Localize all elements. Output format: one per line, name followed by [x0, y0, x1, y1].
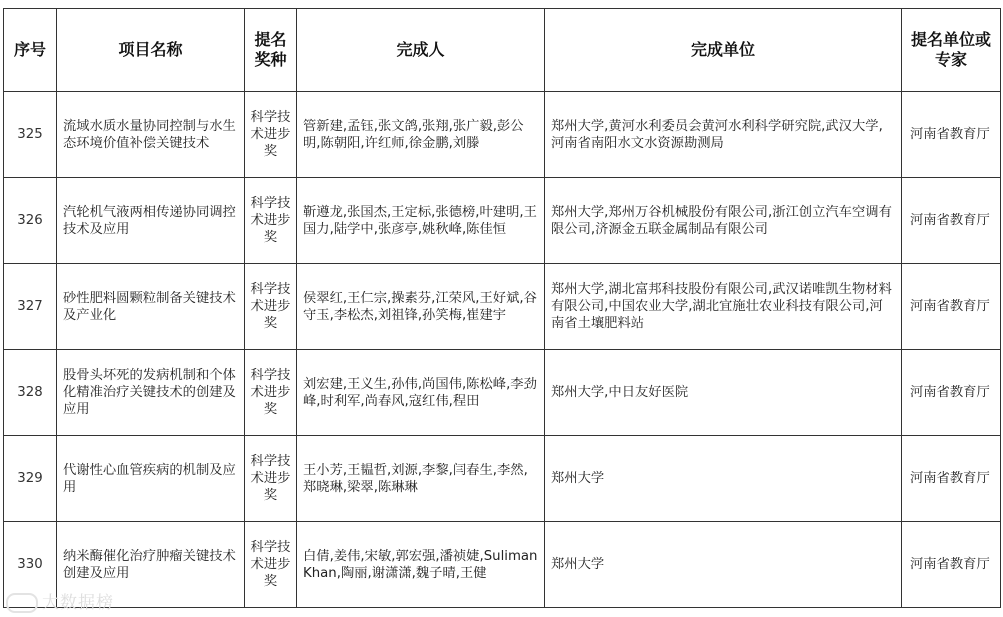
completing-units: 郑州大学,郑州万谷机械股份有限公司,浙江创立汽车空调有限公司,济源金五联金属制品有限公司: [545, 178, 902, 264]
award-table: [3, 8, 1001, 608]
nominator: 河南省教育厅: [902, 178, 1001, 264]
project-name: 砂性肥料圆颗粒制备关键技术及产业化: [57, 264, 245, 350]
completing-units: 郑州大学,湖北富邦科技股份有限公司,武汉诺唯凯生物材料有限公司,中国农业大学,湖北宜施壮农业科技有限公司,河南省土壤肥料站: [545, 264, 902, 350]
nominator: 河南省教育厅: [902, 350, 1001, 436]
table-row: [4, 178, 1001, 264]
completing-units: 郑州大学,黄河水利委员会黄河水利科学研究院,武汉大学,河南省南阳水文水资源勘测局: [545, 92, 902, 178]
row-number: 325: [4, 92, 57, 178]
completers: 侯翠红,王仁宗,操素芬,江荣风,王好斌,谷守玉,李松杰,刘祖锋,孙笑梅,崔建宇: [297, 264, 545, 350]
nominator: 河南省教育厅: [902, 522, 1001, 608]
header-project-name: 项目名称: [57, 9, 245, 92]
row-number: 328: [4, 350, 57, 436]
header-award: 提名奖种: [245, 9, 297, 92]
table-row: [4, 436, 1001, 522]
project-name: 流域水质水量协同控制与水生态环境价值补偿关键技术: [57, 92, 245, 178]
award-type: 科学技术进步奖: [245, 178, 297, 264]
completers: 刘宏建,王义生,孙伟,尚国伟,陈松峰,李劲峰,时利军,尚春风,寇红伟,程田: [297, 350, 545, 436]
nominator: 河南省教育厅: [902, 436, 1001, 522]
table-header-row: [4, 9, 1001, 92]
completers: 王小芳,王韫哲,刘源,李黎,闫春生,李然,郑晓琳,梁翠,陈琳琳: [297, 436, 545, 522]
completers: 管新建,孟钰,张文鸽,张翔,张广毅,彭公明,陈朝阳,许红师,徐金鹏,刘滕: [297, 92, 545, 178]
table-row: [4, 92, 1001, 178]
header-units: 完成单位: [545, 9, 902, 92]
completing-units: 郑州大学: [545, 436, 902, 522]
award-type: 科学技术进步奖: [245, 522, 297, 608]
table-row: [4, 264, 1001, 350]
project-name: 汽轮机气液两相传递协同调控技术及应用: [57, 178, 245, 264]
row-number: 329: [4, 436, 57, 522]
completers: 靳遵龙,张国杰,王定标,张德榜,叶建明,王国力,陆学中,张彦亭,姚秋峰,陈佳恒: [297, 178, 545, 264]
project-name: 股骨头坏死的发病机制和个体化精准治疗关键技术的创建及应用: [57, 350, 245, 436]
project-name: 代谢性心血管疾病的机制及应用: [57, 436, 245, 522]
award-type: 科学技术进步奖: [245, 350, 297, 436]
table-row: [4, 350, 1001, 436]
watermark-text: 大数据榜: [42, 593, 114, 613]
completers: 白倩,姜伟,宋敏,郭宏强,潘祯婕,Suliman Khan,陶丽,谢潇潇,魏子晴,王健: [297, 522, 545, 608]
award-type: 科学技术进步奖: [245, 92, 297, 178]
table-row: [4, 522, 1001, 608]
row-number: 326: [4, 178, 57, 264]
row-number: 330: [4, 522, 57, 608]
header-no: 序号: [4, 9, 57, 92]
award-type: 科学技术进步奖: [245, 264, 297, 350]
watermark: [6, 588, 114, 613]
nominator: 河南省教育厅: [902, 264, 1001, 350]
header-people: 完成人: [297, 9, 545, 92]
watermark-logo-icon: [6, 593, 38, 613]
row-number: 327: [4, 264, 57, 350]
award-type: 科学技术进步奖: [245, 436, 297, 522]
nominator: 河南省教育厅: [902, 92, 1001, 178]
completing-units: 郑州大学,中日友好医院: [545, 350, 902, 436]
completing-units: 郑州大学: [545, 522, 902, 608]
header-nominator: 提名单位或专家: [902, 9, 1001, 92]
project-name: 纳米酶催化治疗肿瘤关键技术创建及应用: [57, 522, 245, 608]
